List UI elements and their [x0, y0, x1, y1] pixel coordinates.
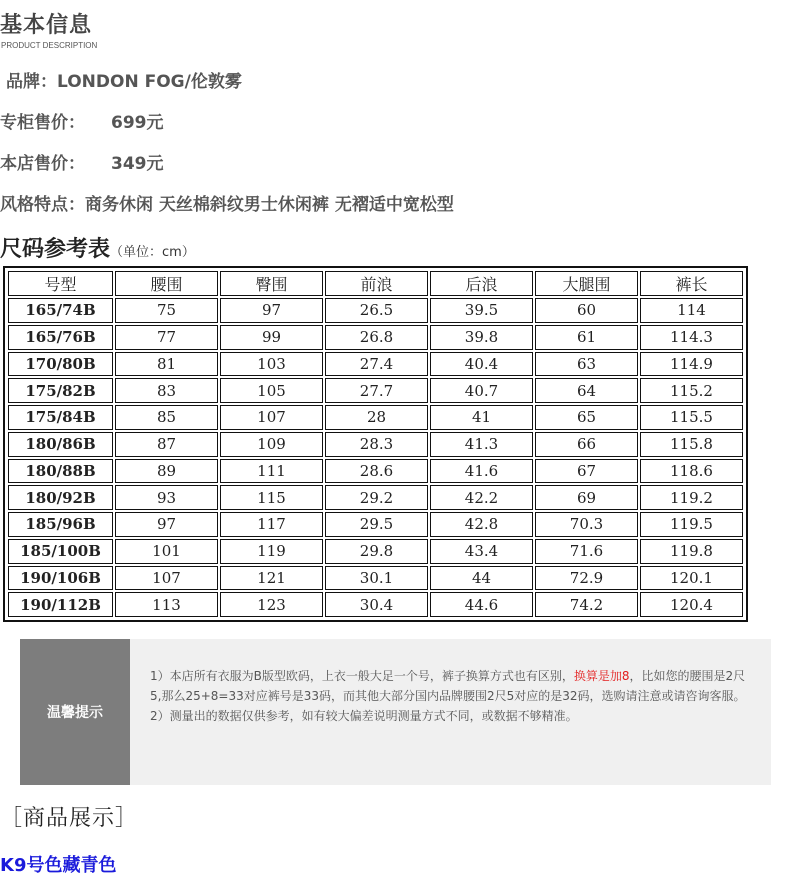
measure-cell: 71.6	[535, 539, 638, 564]
header-cell: 大腿围	[535, 271, 638, 296]
tip-line1-b: ，比如您的腰围是2尺5,那么25+8=33对应裤号是33码，而其他大部分国内品牌腰围2尺5对应的是32码，选购请注意或请咨询客服。	[150, 669, 746, 703]
table-row	[8, 325, 743, 350]
measure-cell: 81	[115, 352, 218, 377]
measure-cell: 66	[535, 432, 638, 457]
size-code-cell: 180/92B	[8, 485, 113, 510]
store-price-value: 349元	[111, 154, 164, 174]
measure-cell: 67	[535, 459, 638, 484]
measure-cell: 120.1	[640, 566, 743, 591]
brand-label: 品牌：	[6, 72, 57, 92]
size-code-cell: 180/86B	[8, 432, 113, 457]
measure-cell: 39.5	[430, 298, 533, 323]
measure-cell: 30.1	[325, 566, 428, 591]
size-code-cell: 175/82B	[8, 378, 113, 403]
tips-label: 温馨提示	[20, 639, 130, 785]
style-label: 风格特点：	[0, 195, 85, 215]
header-cell: 号型	[8, 271, 113, 296]
table-row	[8, 432, 743, 457]
store-price-label: 本店售价：	[0, 154, 85, 174]
size-chart-heading	[0, 232, 195, 263]
size-chart-title: 尺码参考表	[0, 237, 111, 262]
measure-cell: 117	[220, 512, 323, 537]
measure-cell: 99	[220, 325, 323, 350]
tips-box	[20, 639, 771, 785]
measure-cell: 89	[115, 459, 218, 484]
measure-cell: 114.9	[640, 352, 743, 377]
measure-cell: 70.3	[535, 512, 638, 537]
measure-cell: 119.5	[640, 512, 743, 537]
table-row	[8, 298, 743, 323]
measure-cell: 115	[220, 485, 323, 510]
counter-price-line	[0, 108, 164, 133]
measure-cell: 111	[220, 459, 323, 484]
tip-line1-a: 1）本店所有衣服为B版型欧码，上衣一般大足一个号，裤子换算方式也有区别，	[150, 669, 574, 683]
style-value: 商务休闲 天丝棉斜纹男士休闲裤 无褶适中宽松型	[85, 195, 454, 215]
section-subtitle: PRODUCT DESCRIPTION	[1, 41, 98, 50]
size-code-cell: 170/80B	[8, 352, 113, 377]
measure-cell: 83	[115, 378, 218, 403]
measure-cell: 63	[535, 352, 638, 377]
measure-cell: 107	[115, 566, 218, 591]
table-row	[8, 352, 743, 377]
size-code-cell: 190/112B	[8, 592, 113, 617]
measure-cell: 44.6	[430, 592, 533, 617]
header-cell: 前浪	[325, 271, 428, 296]
measure-cell: 42.8	[430, 512, 533, 537]
counter-price-label: 专柜售价：	[0, 113, 85, 133]
measure-cell: 39.8	[430, 325, 533, 350]
size-code-cell: 180/88B	[8, 459, 113, 484]
table-row	[8, 566, 743, 591]
measure-cell: 72.9	[535, 566, 638, 591]
header-cell: 裤长	[640, 271, 743, 296]
measure-cell: 109	[220, 432, 323, 457]
measure-cell: 26.8	[325, 325, 428, 350]
table-row	[8, 459, 743, 484]
measure-cell: 44	[430, 566, 533, 591]
measure-cell: 114.3	[640, 325, 743, 350]
header-cell: 臀围	[220, 271, 323, 296]
measure-cell: 64	[535, 378, 638, 403]
measure-cell: 74.2	[535, 592, 638, 617]
measure-cell: 43.4	[430, 539, 533, 564]
style-line	[0, 190, 454, 215]
measure-cell: 27.7	[325, 378, 428, 403]
measure-cell: 120.4	[640, 592, 743, 617]
measure-cell: 119	[220, 539, 323, 564]
measure-cell: 29.8	[325, 539, 428, 564]
measure-cell: 41	[430, 405, 533, 430]
size-table-header-row	[8, 271, 743, 296]
size-table	[6, 269, 745, 619]
header-cell: 腰围	[115, 271, 218, 296]
measure-cell: 105	[220, 378, 323, 403]
measure-cell: 93	[115, 485, 218, 510]
measure-cell: 119.8	[640, 539, 743, 564]
counter-price-value: 699元	[111, 113, 164, 133]
measure-cell: 40.4	[430, 352, 533, 377]
table-row	[8, 539, 743, 564]
measure-cell: 101	[115, 539, 218, 564]
measure-cell: 41.3	[430, 432, 533, 457]
measure-cell: 27.4	[325, 352, 428, 377]
size-code-cell: 175/84B	[8, 405, 113, 430]
table-row	[8, 378, 743, 403]
tips-text	[150, 666, 750, 726]
measure-cell: 115.8	[640, 432, 743, 457]
size-code-cell: 190/106B	[8, 566, 113, 591]
header-cell: 后浪	[430, 271, 533, 296]
size-table-body	[8, 298, 743, 617]
measure-cell: 69	[535, 485, 638, 510]
showcase-title: ［商品展示］	[0, 806, 139, 831]
measure-cell: 77	[115, 325, 218, 350]
measure-cell: 103	[220, 352, 323, 377]
size-code-cell: 185/100B	[8, 539, 113, 564]
size-code-cell: 165/74B	[8, 298, 113, 323]
measure-cell: 61	[535, 325, 638, 350]
measure-cell: 40.7	[430, 378, 533, 403]
table-row	[8, 512, 743, 537]
brand-value: LONDON FOG/伦敦雾	[57, 72, 242, 92]
measure-cell: 113	[115, 592, 218, 617]
measure-cell: 75	[115, 298, 218, 323]
color-title: K9号色藏青色	[0, 855, 117, 876]
measure-cell: 29.2	[325, 485, 428, 510]
measure-cell: 121	[220, 566, 323, 591]
tip-line1-highlight: 换算是加8	[573, 669, 630, 683]
measure-cell: 97	[115, 512, 218, 537]
measure-cell: 30.4	[325, 592, 428, 617]
table-row	[8, 405, 743, 430]
measure-cell: 65	[535, 405, 638, 430]
measure-cell: 28.6	[325, 459, 428, 484]
measure-cell: 115.5	[640, 405, 743, 430]
measure-cell: 97	[220, 298, 323, 323]
measure-cell: 85	[115, 405, 218, 430]
size-code-cell: 185/96B	[8, 512, 113, 537]
measure-cell: 114	[640, 298, 743, 323]
store-price-line	[0, 149, 164, 174]
tip-line2: 2）测量出的数据仅供参考，如有较大偏差说明测量方式不同，或数据不够精准。	[150, 709, 578, 723]
measure-cell: 60	[535, 298, 638, 323]
size-table-frame	[3, 266, 748, 622]
measure-cell: 119.2	[640, 485, 743, 510]
section-title-basic-info: 基本信息	[0, 13, 93, 38]
measure-cell: 115.2	[640, 378, 743, 403]
table-row	[8, 592, 743, 617]
measure-cell: 41.6	[430, 459, 533, 484]
measure-cell: 118.6	[640, 459, 743, 484]
measure-cell: 107	[220, 405, 323, 430]
measure-cell: 28.3	[325, 432, 428, 457]
measure-cell: 123	[220, 592, 323, 617]
measure-cell: 26.5	[325, 298, 428, 323]
measure-cell: 42.2	[430, 485, 533, 510]
size-chart-unit: （单位：cm）	[110, 245, 195, 260]
table-row	[8, 485, 743, 510]
measure-cell: 29.5	[325, 512, 428, 537]
brand-line	[6, 67, 242, 92]
measure-cell: 87	[115, 432, 218, 457]
size-code-cell: 165/76B	[8, 325, 113, 350]
measure-cell: 28	[325, 405, 428, 430]
